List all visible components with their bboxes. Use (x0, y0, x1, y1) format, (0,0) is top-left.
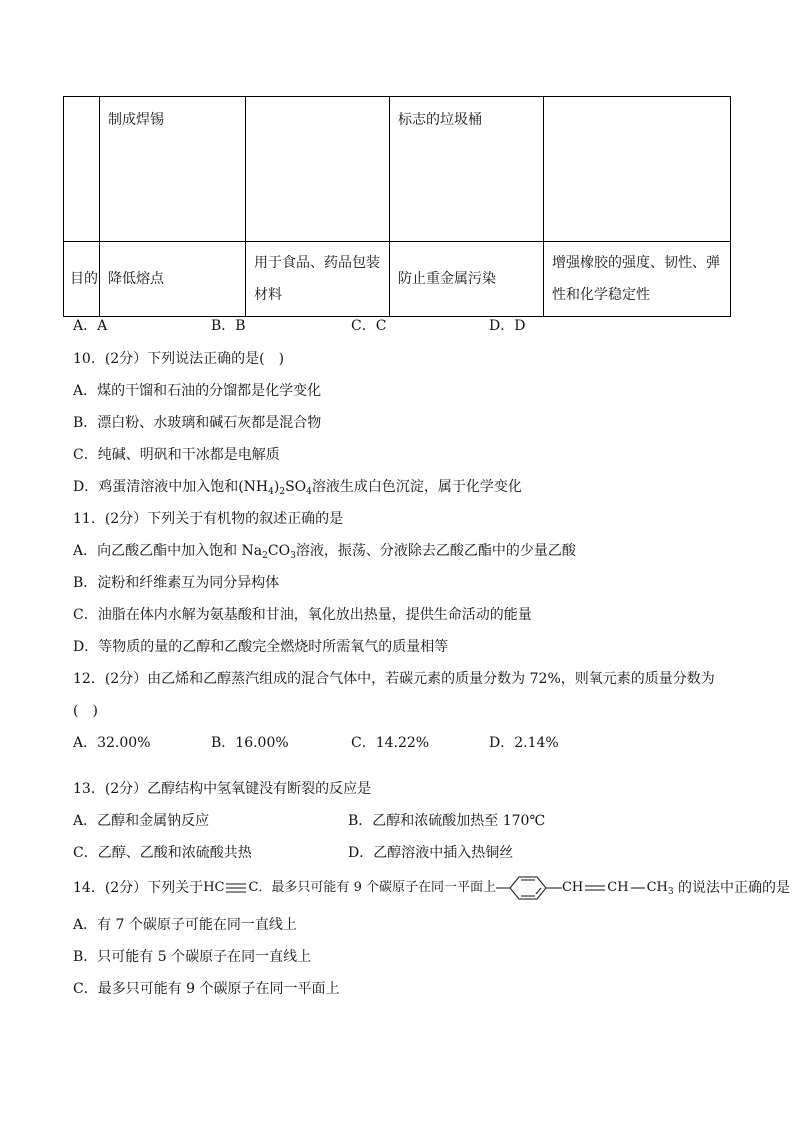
option-b[interactable]: B．B (211, 318, 246, 334)
q13-option-a[interactable]: A．乙醇和金属钠反应 (73, 813, 210, 829)
q11-option-b[interactable]: B．淀粉和纤维素互为同分异构体 (73, 575, 280, 591)
question-14-stem: 14．(2分）下列关于 HC C．最多只可能有 9 个碳原子在同一平面上 CH CH $CH_3$ 的说法中正确的是 (73, 875, 790, 901)
q14-option-c[interactable]: C．最多只可能有 9 个碳原子在同一平面上 (73, 981, 340, 997)
table-cell (246, 97, 390, 242)
q11-option-c[interactable]: C．油脂在体内水解为氨基酸和甘油，氧化放出热量，提供生命活动的能量 (73, 607, 532, 623)
q9-options (73, 316, 569, 336)
options-table (63, 96, 730, 317)
q12-option-a[interactable]: A．32.00% (73, 735, 151, 751)
q11-option-a[interactable]: A．向乙酸乙酯中加入饱和 $Na_2CO_3$溶液，振荡、分液除去乙酸乙酯中的少量乙酸 (73, 543, 576, 561)
q14-option-b[interactable]: B．只可能有 5 个碳原子在同一直线上 (73, 949, 312, 965)
option-d[interactable]: D．D (489, 318, 526, 334)
q14-option-a[interactable]: A．有 7 个碳原子可能在同一直线上 (73, 917, 297, 933)
structural-formula: HC C．最多只可能有 9 个碳原子在同一平面上 CH CH $CH_3$ (203, 875, 673, 901)
option-c[interactable]: C．C (351, 318, 387, 334)
q10-option-a[interactable]: A．煤的干馏和石油的分馏都是化学变化 (73, 383, 322, 399)
double-bond-icon (584, 883, 606, 893)
q12-option-c[interactable]: C．14.22% (351, 735, 430, 751)
table-cell (64, 97, 100, 242)
question-12-paren: ( ) (73, 703, 98, 719)
table-row (64, 242, 731, 317)
question-13-stem: 13．(2分）乙醇结构中氢氧键没有断裂的反应是 (73, 781, 372, 797)
question-12-stem: 12．(2分）由乙烯和乙醇蒸汽组成的混合气体中，若碳元素的质量分数为 72%，则氧元素的质量分数为 (73, 671, 715, 687)
question-11-stem: 11．(2分）下列关于有机物的叙述正确的是 (73, 511, 344, 527)
q10-option-c[interactable]: C．纯碱、明矾和干冰都是电解质 (73, 447, 280, 463)
benzene-ring-icon (496, 875, 562, 901)
option-a[interactable]: A．A (73, 318, 108, 334)
q12-option-b[interactable]: B．16.00% (211, 735, 289, 751)
single-bond-icon (630, 883, 646, 893)
triple-bond-icon (225, 882, 247, 894)
table-cell: 降低熔点 (100, 242, 246, 317)
q13-option-c[interactable]: C．乙醇、乙酸和浓硫酸共热 (73, 845, 252, 861)
table-cell: 防止重金属污染 (390, 242, 544, 317)
q10-option-b[interactable]: B．漂白粉、水玻璃和碱石灰都是混合物 (73, 415, 322, 431)
table-cell: 制成焊锡 (100, 97, 246, 242)
q13-option-d[interactable]: D．乙醇溶液中插入热铜丝 (348, 845, 514, 861)
q13-option-b[interactable]: B．乙醇和浓硫酸加热至 170℃ (348, 813, 546, 829)
q12-options (73, 733, 569, 753)
q12-option-d[interactable]: D．2.14% (489, 735, 559, 751)
table-cell (544, 97, 731, 242)
q11-option-d[interactable]: D．等物质的量的乙醇和乙酸完全燃烧时所需氧气的质量相等 (73, 639, 449, 655)
table-cell: 用于食品、药品包装材料 (246, 242, 390, 317)
table-cell: 标志的垃圾桶 (390, 97, 544, 242)
q10-option-d[interactable]: D．鸡蛋清溶液中加入饱和$(NH_4)_2SO_4$溶液生成白色沉淀，属于化学变化 (73, 479, 522, 497)
question-10-stem: 10．(2分）下列说法正确的是( ) (73, 351, 285, 367)
table-cell-purpose-label: 目的 (64, 242, 100, 317)
table-row (64, 97, 731, 242)
table-cell: 增强橡胶的强度、韧性、弹性和化学稳定性 (544, 242, 731, 317)
